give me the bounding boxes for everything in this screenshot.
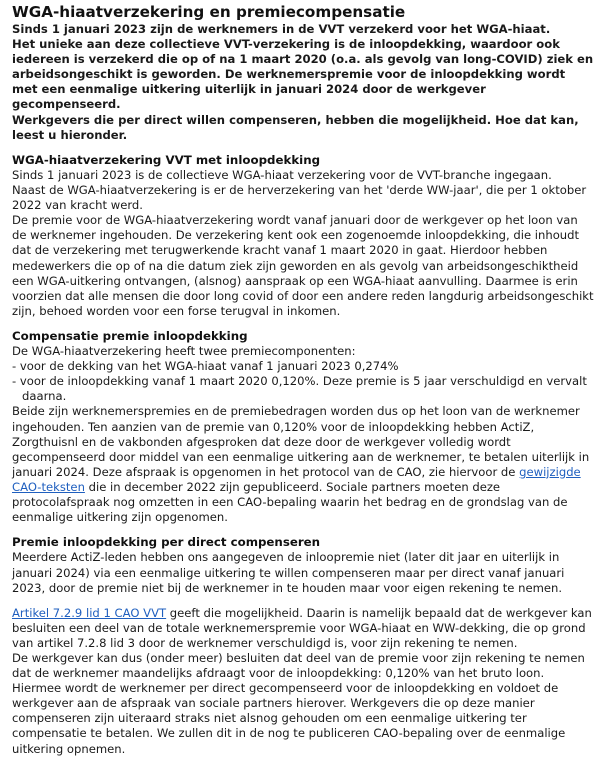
intro-paragraph: Sinds 1 januari 2023 zijn de werknemers in de VVT verzekerd voor het WGA-hiaat.	[12, 22, 551, 36]
section-wga-hiaat	[12, 153, 594, 319]
intro-paragraph: Werkgevers die per direct willen compenseren, hebben die mogelijkheid. Hoe dat kan, leest u hieronder.	[12, 112, 579, 142]
section-paragraph: Meerdere ActiZ-leden hebben ons aangegeven de inloopremie niet (later dit jaar en uiterlijk in januari 2024) via een eenmalige uitkering te willen compenseren maar per direct vanaf januari 2023, door de premie niet bij de werknemer in te houden maar voor eigen rekening te nemen.	[12, 550, 565, 595]
artikel-link[interactable]: Artikel 7.2.9 lid 1 CAO VVT	[12, 605, 167, 620]
paragraph-text: Beide zijn werknemerspremies en de premiebedragen worden dus op het loon van de werknemer ingehouden. Ten aanzien van de premie van 0,120% voor de inloopdekking hebben ActiZ, Zorgthuisnl en de vakbonden afgesproken dat deze door de werkgever volledig wordt gecompenseerd door middel van een eenmalige uitkering aan de werknemer, te betalen uiterlijk in januari 2024. Deze afspraak is opgenomen in het protocol van de CAO, zie hiervoor de	[12, 404, 590, 479]
paragraph-text: geeft die mogelijkheid. Daarin is namelijk bepaald dat de werkgever kan besluiten een deel van de totale werknemerspremie voor WGA-hiaat en WW-dekking, die op grond van artikel 7.2.8 lid 3 door de werknemer verschuldigd is, voor zijn rekening te nemen.	[12, 605, 592, 650]
section-heading: Premie inloopdekking per direct compenseren	[12, 535, 321, 550]
premium-list	[12, 359, 594, 404]
intro	[12, 22, 594, 143]
section-lead: De WGA-hiaatverzekering heeft twee premiecomponenten:	[12, 344, 356, 359]
section-compensatie	[12, 329, 594, 525]
section-heading: Compensatie premie inloopdekking	[12, 328, 248, 343]
list-item: - voor de dekking van het WGA-hiaat vanaf 1 januari 2023 0,274%	[12, 359, 399, 374]
section-paragraph: Sinds 1 januari 2023 is de collectieve WGA-hiaat verzekering voor de VVT-branche ingegaan.	[12, 167, 552, 182]
paragraph-text: die in december 2022 zijn gepubliceerd. Sociale partners moeten deze protocolafspraak nog omzetten in een CAO-bepaling waarin het bedrag en de grondslag van de eenmalige uitkering zijn opgenomen.	[12, 479, 568, 525]
section-paragraph: De premie voor de WGA-hiaatverzekering wordt vanaf januari door de werkgever op het loon van de werknemer ingehouden. De verzekering kent ook een zogenoemde inloopdekking, die inhoudt dat de verzekering met terugwerkende kracht vanaf 1 maart 2020 in gaat. Hierdoor hebben medewerkers die op of na die datum ziek zijn geworden en als gevolg van arbeidsongeschiktheid een WGA-uitkering ontvangen, (alsnog) aanspraak op een WGA-hiaat aanvulling. Daarmee is erin voorzien dat alle mensen die door long covid of door een andere reden langdurig arbeidsongeschikt zijn, behoed worden voor een forse terugval in inkomen.	[12, 213, 594, 318]
section-paragraph: Naast de WGA-hiaatverzekering is er de herverzekering van het 'derde WW-jaar', die per 1 oktober 2022 van kracht werd.	[12, 183, 587, 213]
section-paragraph	[12, 404, 594, 525]
section-heading: WGA-hiaatverzekering VVT met inloopdekking	[12, 152, 321, 167]
intro-paragraph: Het unieke aan deze collectieve VVT-verzekering is de inloopdekking, waardoor ook iedereen is verzekerd die op of na 1 maart 2020 (o.a. als gevolg van long-COVID) ziek en arbeidsongeschikt is geworden. De werknemerspremie voor de inloopdekking wordt met een eenmalige uitkering uiterlijk in januari 2024 door de werkgever gecompenseerd.	[12, 37, 594, 112]
section-paragraph	[12, 606, 594, 651]
page-title: WGA-hiaatverzekering en premiecompensatie	[12, 3, 406, 21]
section-direct-compenseren	[12, 535, 594, 756]
cao-teksten-link[interactable]: gewijzigde CAO-teksten	[12, 464, 581, 494]
section-paragraph: De werkgever kan dus (onder meer) besluiten dat deel van de premie voor zijn rekening te nemen dat de werknemer maandelijks afdraagt voor de inloopdekking: 0,120% van het bruto loon. Hiermee wordt de werknemer per direct gecompenseerd voor de inloopdekking en voldoet de werkgever aan de afspraak van sociale partners hierover. Werkgevers die op deze manier compenseren zijn uiteraard straks niet alsnog gehouden om een eenmalige uitkering ter compensatie te betalen. We zullen dit in de nog te publiceren CAO-bepaling over de eenmalige uitkering opnemen.	[12, 650, 585, 756]
list-item: - voor de inloopdekking vanaf 1 maart 2020 0,120%. Deze premie is 5 jaar verschuldigd en vervalt daarna.	[12, 374, 587, 404]
